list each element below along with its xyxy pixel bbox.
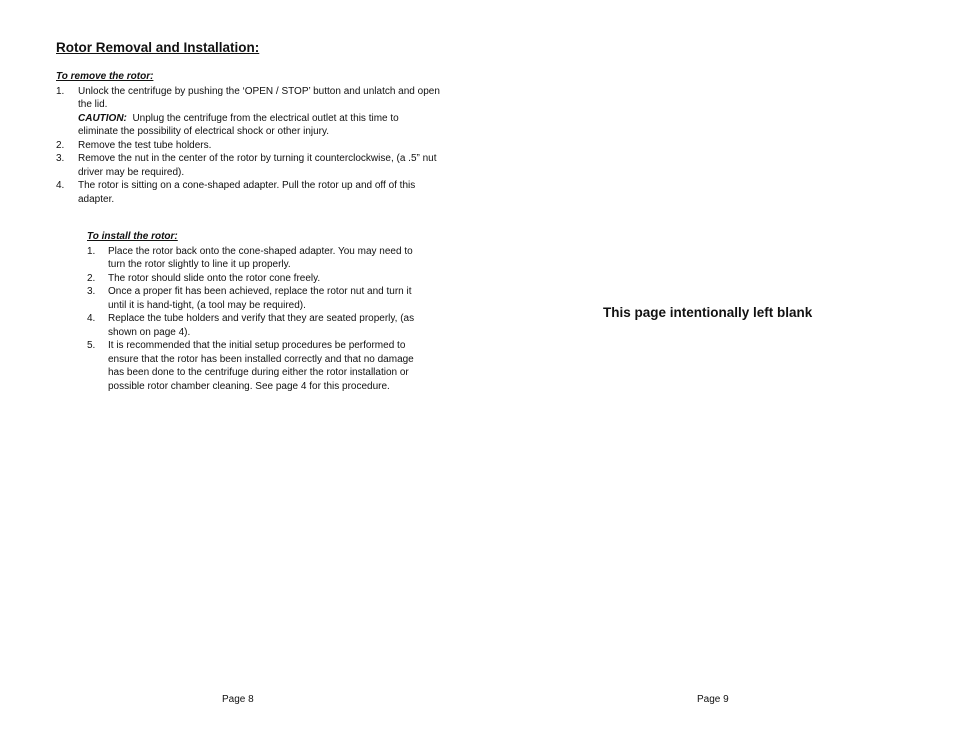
step-number: 1. xyxy=(56,85,65,97)
step-text: The rotor is sitting on a cone-shaped adapter. Pull the rotor up and off of this adapter. xyxy=(78,180,416,205)
step-number: 2. xyxy=(87,272,96,284)
remove-rotor-steps xyxy=(56,85,441,207)
remove-step-2 xyxy=(56,139,441,153)
install-rotor-heading: To install the rotor: xyxy=(87,231,178,242)
install-step-1 xyxy=(87,245,427,272)
page-number: Page 9 xyxy=(697,694,729,705)
install-step-3 xyxy=(87,285,427,312)
caution-label: CAUTION: xyxy=(78,112,127,124)
section-title: Rotor Removal and Installation: xyxy=(56,40,260,55)
step-text: Once a proper fit has been achieved, replace the rotor nut and turn it until it is hand-tight, (a tool may be required). xyxy=(108,286,412,311)
step-number: 4. xyxy=(87,313,96,324)
install-rotor-steps xyxy=(87,245,427,394)
install-step-5 xyxy=(87,339,427,393)
right-page xyxy=(477,0,954,738)
caution-text: Unplug the centrifuge from the electrical outlet at this time to eliminate the possibility of electrical shock or other injury. xyxy=(78,112,399,137)
remove-step-4 xyxy=(56,179,441,206)
step-number: 3. xyxy=(87,286,96,297)
remove-step-3 xyxy=(56,152,441,179)
remove-rotor-heading: To remove the rotor: xyxy=(56,71,154,82)
step-text: Remove the test tube holders. xyxy=(78,139,212,151)
install-rotor-section xyxy=(87,230,427,393)
step-number: 5. xyxy=(87,340,96,351)
blank-page-note: This page intentionally left blank xyxy=(603,305,813,320)
step-number: 1. xyxy=(87,245,96,257)
step-text: Unlock the centrifuge by pushing the ‘OPEN / STOP’ button and unlatch and open the lid. xyxy=(78,85,440,110)
page-number: Page 8 xyxy=(222,694,254,705)
install-step-4 xyxy=(87,312,427,339)
step-number: 2. xyxy=(56,139,65,151)
step-number: 4. xyxy=(56,180,65,191)
remove-rotor-section xyxy=(56,70,441,206)
step-text: The rotor should slide onto the rotor cone freely. xyxy=(108,272,321,284)
step-text: Remove the nut in the center of the rotor by turning it counterclockwise, (a .5” nut driver may be required). xyxy=(78,153,437,178)
step-number: 3. xyxy=(56,153,65,164)
step-text: Replace the tube holders and verify that they are seated properly, (as shown on page 4). xyxy=(108,313,415,338)
step-text: Place the rotor back onto the cone-shaped adapter. You may need to turn the rotor slightly to line it up properly. xyxy=(108,245,413,270)
caution-note xyxy=(78,112,441,139)
install-step-2 xyxy=(87,272,427,286)
step-text: It is recommended that the initial setup procedures be performed to ensure that the rotor has been installed correctly and that no damage has been done to the centrifuge during either the rotor installation or possible rotor chamber cleaning. See page 4 for this procedure. xyxy=(108,340,414,392)
remove-step-1 xyxy=(56,85,441,139)
